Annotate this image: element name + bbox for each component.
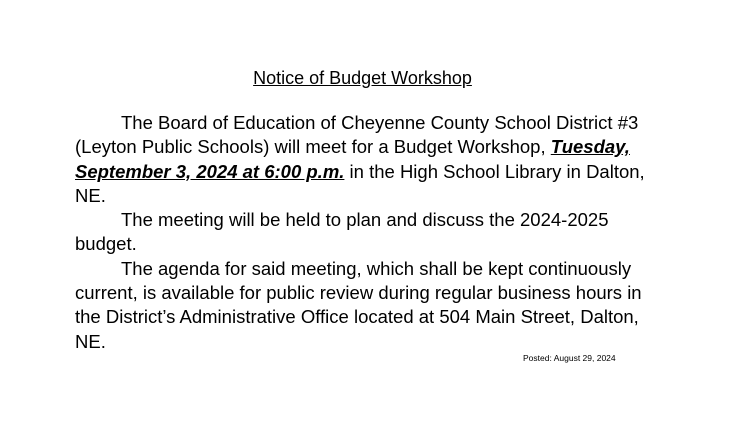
posted-date: Posted: August 29, 2024 — [523, 353, 616, 363]
paragraph-meeting-intro: The Board of Education of Cheyenne County School District #3 (Leyton Public Schools) will meet for a Budget Workshop, — [75, 112, 639, 158]
notice-document — [75, 66, 650, 354]
meeting-date-time: Tuesday, September 3, 2024 at 6:00 p.m. — [75, 136, 630, 182]
notice-title: Notice of Budget Workshop — [253, 68, 472, 88]
paragraph-meeting-details — [75, 111, 650, 208]
paragraph-meeting-purpose: The meeting will be held to plan and discuss the 2024-2025 budget. — [75, 209, 609, 255]
notice-body — [75, 111, 650, 354]
paragraph-agenda-availability: The agenda for said meeting, which shall be kept continuously current, is available for public review during regular business hours in the District’s Administrative Office located at 504 Main Street, Dalton, NE. — [75, 257, 642, 352]
paragraph-meeting-location: in the High School Library in Dalton, NE. — [75, 160, 645, 206]
